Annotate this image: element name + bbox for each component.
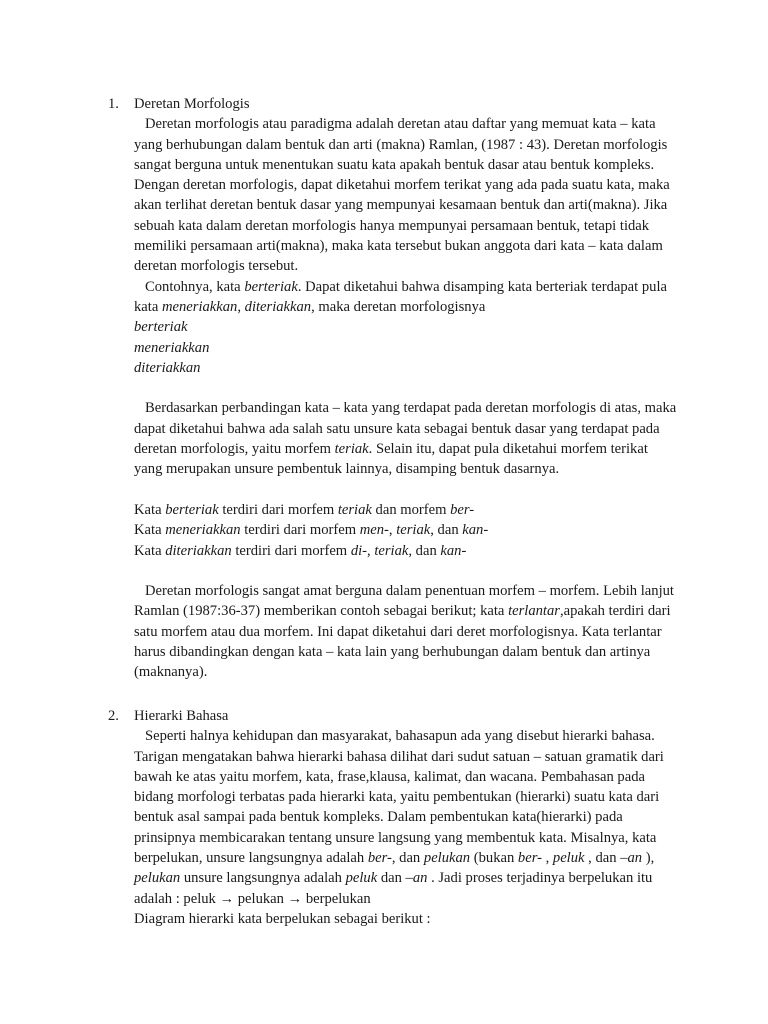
paragraph: Seperti halnya kehidupan dan masyarakat, bahasapun ada yang disebut hierarki bahasa. Tarigan mengatakan bahwa hierarki bahasa dilihat dari sudut satuan – satuan gramatik dari bawah ke atas yaitu morfem, kata, frase,klausa, kalimat, dan wacana. Pembahasan pada bidang morfologi terbatas pada hierarki kata, yaitu pembentukan (hierarki) suatu kata dari bentuk asal sampai pada bentuk kompleks. Dalam pembentukan kata(hierarki) pada prinsipnya membicarakan tentang unsure langsung yang membentuk kata. Misalnya, kata berpelukan, unsure langsungnya adalah ber-, dan pelukan (bukan ber- , peluk , dan –an ), pelukan unsure langsungnya adalah peluk dan –an . Jadi proses terjadinya berpelukan itu adalah : peluk → pelukan → berpelukan: [134, 728, 664, 907]
paragraph: Deretan morfologis sangat amat berguna dalam penentuan morfem – morfem. Lebih lanjut Ramlan (1987:36-37) memberikan contoh sebagai berikut; kata terlantar,apakah terdiri dari satu morfem atau dua morfem. Ini dapat diketahui dari deret morfologisnya. Kata terlantar harus dibandingkan dengan kata – kata lain yang berhubungan dalam bentuk dan artinya (maknanya).: [134, 583, 674, 681]
morfem-row: Kata berteriak terdiri dari morfem teriak dan morfem ber-: [134, 501, 475, 518]
section-title: Hierarki Bahasa: [134, 708, 229, 724]
list-item: diteriakkan: [134, 359, 201, 376]
section-title: Deretan Morfologis: [134, 96, 250, 112]
section-body: [134, 706, 678, 929]
list-item: berteriak: [134, 319, 188, 336]
section-number: 2.: [108, 708, 119, 724]
section-hierarki-bahasa: [108, 706, 678, 929]
morfem-row: Kata diteriakkan terdiri dari morfem di-, teriak, dan kan-: [134, 542, 467, 559]
paragraph: Diagram hierarki kata berpelukan sebagai berikut :: [134, 910, 431, 927]
morfem-row: Kata meneriakkan terdiri dari morfem men-, teriak, dan kan-: [134, 522, 489, 539]
paragraph: Deretan morfologis atau paradigma adalah deretan atau daftar yang memuat kata – kata yang berhubungan dalam bentuk dan arti (makna) Ramlan, (1987 : 43). Deretan morfologis sangat berguna untuk menentukan suatu kata apakah bentuk dasar atau bentuk kompleks. Dengan deretan morfologis, dapat diketahui morfem terikat yang ada pada suatu kata, maka akan terlihat deretan bentuk dasar yang mempunyai kesamaan bentuk dan arti(makna). Jika sebuah kata dalam deretan morfologis hanya mempunyai persamaan bentuk, tetapi tidak memiliki persamaan arti(makna), maka kata tersebut bukan anggota dari kata – kata dalam deretan morfologis tersebut.: [134, 116, 670, 275]
section-body: [134, 94, 678, 683]
list-item: meneriakkan: [134, 339, 210, 356]
section-deretan-morfologis: [108, 94, 678, 683]
paragraph: Berdasarkan perbandingan kata – kata yang terdapat pada deretan morfologis di atas, maka dapat diketahui bahwa ada salah satu unsure kata sebagai bentuk dasar yang terdapat pada deretan morfologis, yaitu morfem teriak. Selain itu, dapat pula diketahui morfem terikat yang merupakan unsure pembentuk lainnya, disamping bentuk dasarnya.: [134, 400, 677, 478]
section-number: 1.: [108, 96, 119, 112]
paragraph: Contohnya, kata berteriak. Dapat diketahui bahwa disamping kata berteriak terdapat pula kata meneriakkan, diteriakkan, maka deretan morfologisnya: [134, 278, 667, 315]
